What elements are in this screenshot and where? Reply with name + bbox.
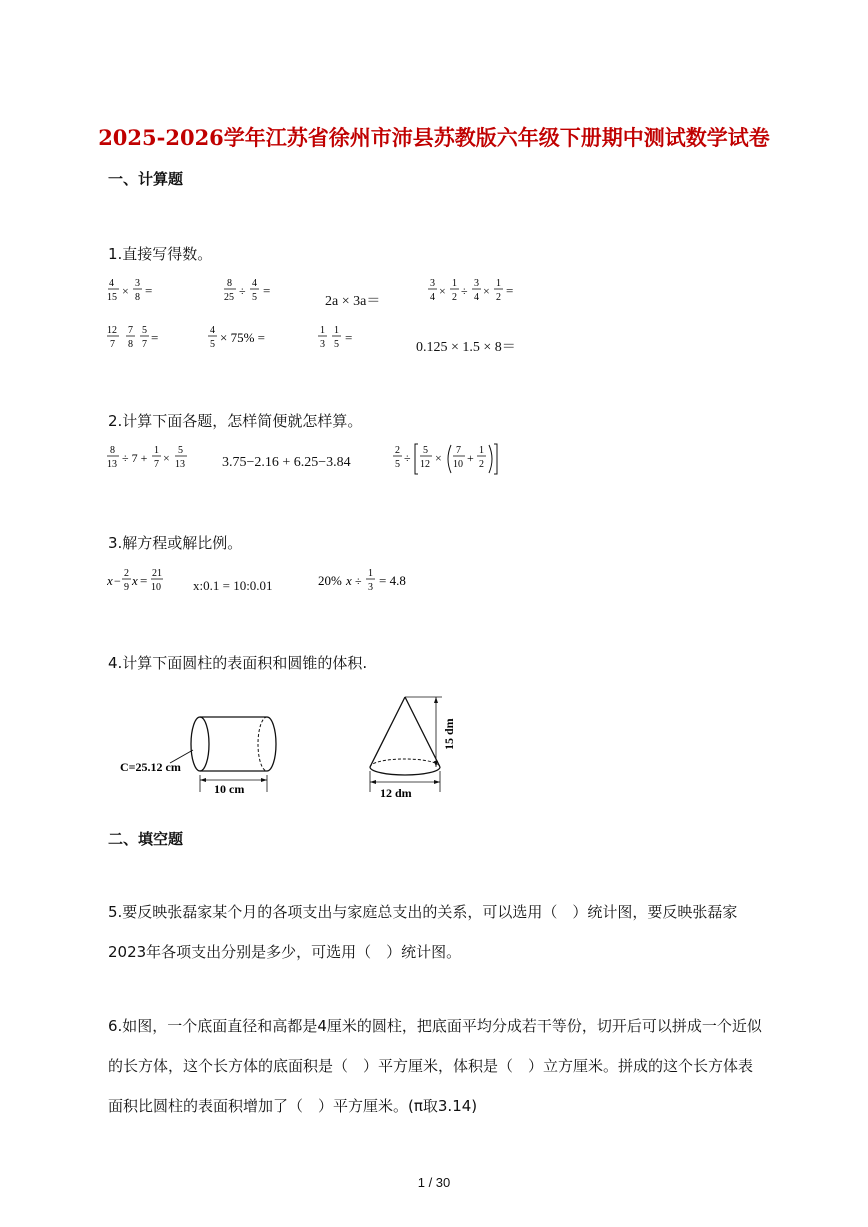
svg-text:4: 4 <box>474 292 479 303</box>
q3-item-2: x:0.1 = 10:0.01 <box>193 578 273 593</box>
q1-item-2 <box>224 275 294 311</box>
q1-item-6 <box>208 322 288 358</box>
svg-text:3: 3 <box>135 278 140 289</box>
svg-text:3: 3 <box>320 339 325 350</box>
svg-text:5: 5 <box>334 339 339 350</box>
svg-text:10: 10 <box>151 582 161 593</box>
svg-text:8: 8 <box>135 292 140 303</box>
q1-item-5 <box>107 322 177 358</box>
svg-text:1: 1 <box>334 325 339 336</box>
svg-text:1: 1 <box>154 445 159 456</box>
q1-item-8: 0.125 × 1.5 × 8＝ <box>416 340 516 355</box>
svg-text:=: = <box>263 283 271 298</box>
section-heading-fill-blank: 二、填空题 <box>108 830 184 848</box>
svg-text:8: 8 <box>110 445 115 456</box>
q2-item-1 <box>107 442 197 480</box>
cone-height-label: 15 dm <box>442 718 456 750</box>
svg-text:1: 1 <box>452 278 457 289</box>
q1-item-4 <box>428 275 528 311</box>
q1-item-3: 2a × 3a＝ <box>325 294 381 309</box>
svg-text:=: = <box>345 330 353 345</box>
svg-text:= 4.8: = 4.8 <box>379 573 406 588</box>
svg-text:2: 2 <box>395 445 400 456</box>
svg-text:+: + <box>467 451 474 465</box>
svg-text:21: 21 <box>152 568 162 579</box>
svg-text:÷ 7 +: ÷ 7 + <box>122 451 148 465</box>
page-number: 1 / 30 <box>417 1175 451 1190</box>
q3-item-3 <box>318 565 418 603</box>
svg-text:13: 13 <box>175 459 185 470</box>
svg-text:1: 1 <box>479 445 484 456</box>
svg-text:×: × <box>163 451 170 465</box>
svg-text:5: 5 <box>423 445 428 456</box>
svg-text:1: 1 <box>496 278 501 289</box>
svg-text:25: 25 <box>224 292 234 303</box>
svg-text:×: × <box>122 284 129 298</box>
svg-text:12: 12 <box>107 325 117 336</box>
svg-text:13: 13 <box>107 459 117 470</box>
cylinder-length-label: 10 cm <box>214 782 245 796</box>
svg-text:10: 10 <box>453 459 463 470</box>
q1-item-1 <box>107 275 177 311</box>
svg-text:7: 7 <box>110 339 115 350</box>
svg-text:÷: ÷ <box>461 284 468 298</box>
q2-item-3 <box>393 440 503 484</box>
svg-text:4: 4 <box>430 292 435 303</box>
svg-text:8: 8 <box>227 278 232 289</box>
svg-text:3: 3 <box>430 278 435 289</box>
svg-text:2: 2 <box>479 459 484 470</box>
svg-text:× 75% =: × 75% = <box>220 330 265 345</box>
svg-text:×: × <box>483 284 490 298</box>
svg-text:20%: 20% <box>318 573 342 588</box>
svg-text:=: = <box>151 330 159 345</box>
question-6-text: 6.如图，一个底面直径和高都是4厘米的圆柱，把底面平均分成若干等份，切开后可以拼成一个近似的长方体，这个长方体的底面积是（ ）平方厘米，体积是（ ）立方厘米。拼成的这个长方体表面积比圆柱的表面积增加了（ ）平方厘米。(π取3.14) <box>108 1017 762 1115</box>
question-3-prompt: 3.解方程或解比例。 <box>108 534 243 552</box>
svg-text:÷: ÷ <box>355 574 362 588</box>
page-title: 2025-2026学年江苏省徐州市沛县苏教版六年级下册期中测试数学试卷 <box>98 125 770 150</box>
svg-text:5: 5 <box>210 339 215 350</box>
question-5-text: 5.要反映张磊家某个月的各项支出与家庭总支出的关系，可以选用（ ）统计图，要反映张磊家2023年各项支出分别是多少，可选用（ ）统计图。 <box>108 903 738 961</box>
svg-text:2: 2 <box>124 568 129 579</box>
q3-item-1 <box>107 565 177 603</box>
svg-text:15: 15 <box>107 292 117 303</box>
svg-text:4: 4 <box>210 325 215 336</box>
svg-text:x: x <box>346 573 352 588</box>
svg-text:5: 5 <box>252 292 257 303</box>
question-4-prompt: 4.计算下面圆柱的表面积和圆锥的体积. <box>108 654 368 672</box>
cone-figure <box>360 692 470 808</box>
svg-text:÷: ÷ <box>239 284 246 298</box>
cylinder-circumference-label: C=25.12 cm <box>120 760 181 774</box>
svg-text:3: 3 <box>368 582 373 593</box>
question-2-prompt: 2.计算下面各题，怎样简便就怎样算。 <box>108 412 363 430</box>
q1-item-1-num: 4 <box>109 278 114 289</box>
svg-text:4: 4 <box>252 278 257 289</box>
question-1-prompt: 1.直接写得数。 <box>108 245 213 263</box>
svg-text:2: 2 <box>452 292 457 303</box>
svg-text:5: 5 <box>178 445 183 456</box>
svg-text:=: = <box>506 283 514 298</box>
svg-text:=: = <box>140 573 148 588</box>
svg-text:=: = <box>145 283 153 298</box>
svg-text:x: x <box>132 573 138 588</box>
cylinder-figure <box>110 700 290 804</box>
section-heading-calculation: 一、计算题 <box>108 170 184 188</box>
svg-text:7: 7 <box>142 339 147 350</box>
svg-text:×: × <box>439 284 446 298</box>
svg-text:7: 7 <box>128 325 133 336</box>
svg-text:12: 12 <box>420 459 430 470</box>
svg-text:1: 1 <box>320 325 325 336</box>
svg-text:5: 5 <box>395 459 400 470</box>
svg-text:÷: ÷ <box>404 451 411 465</box>
svg-text:−: − <box>114 574 121 588</box>
svg-text:x: x <box>107 573 113 588</box>
svg-text:9: 9 <box>124 582 129 593</box>
svg-text:7: 7 <box>154 459 159 470</box>
svg-text:3: 3 <box>474 278 479 289</box>
svg-text:2: 2 <box>496 292 501 303</box>
q2-item-2: 3.75−2.16 + 6.25−3.84 <box>222 455 351 470</box>
cone-diameter-label: 12 dm <box>380 786 412 800</box>
svg-text:1: 1 <box>368 568 373 579</box>
q1-item-7 <box>318 322 368 358</box>
svg-text:×: × <box>435 451 442 465</box>
svg-text:7: 7 <box>456 445 461 456</box>
svg-text:5: 5 <box>142 325 147 336</box>
svg-text:8: 8 <box>128 339 133 350</box>
